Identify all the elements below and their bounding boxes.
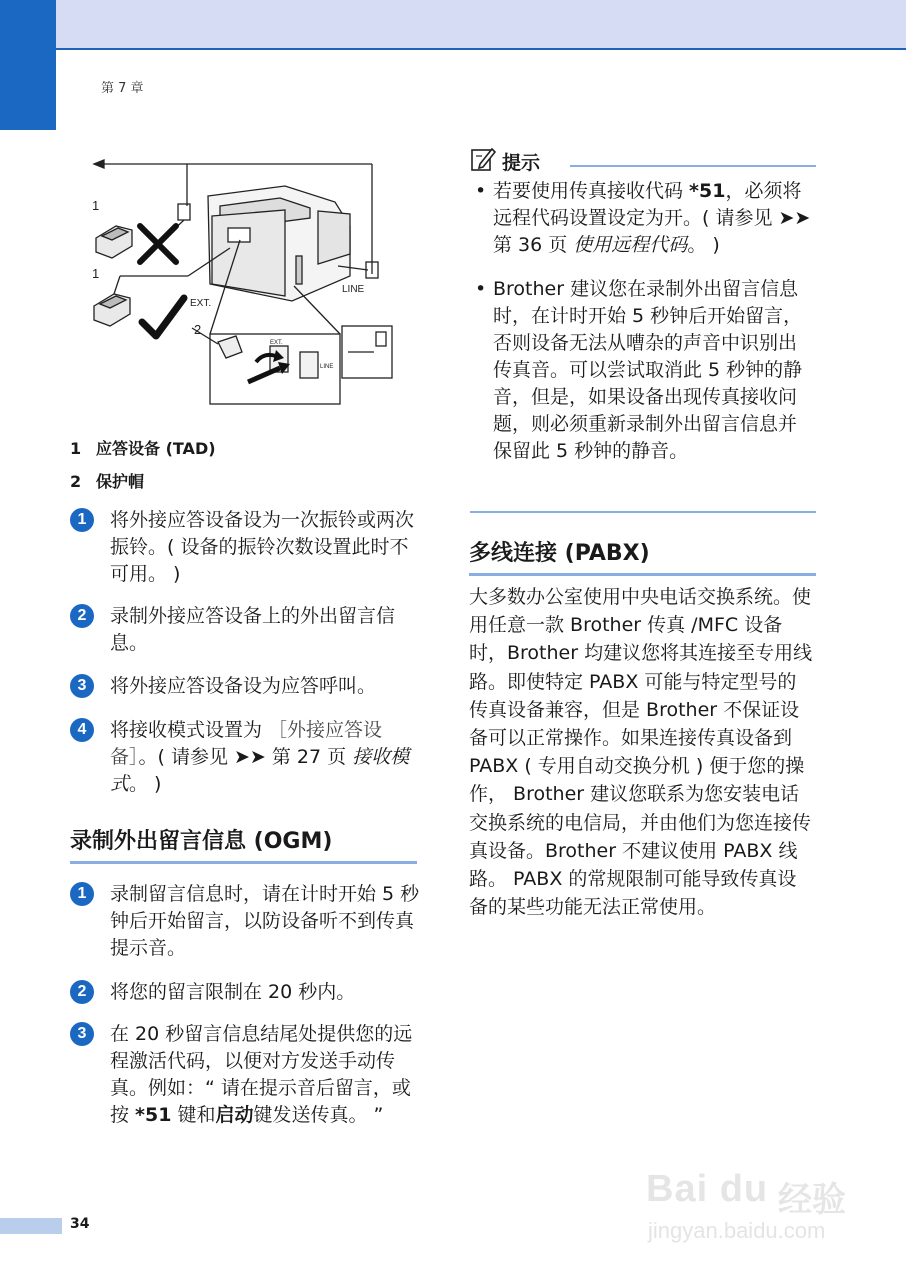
page-number: 34 — [70, 1216, 90, 1232]
step-number-badge: 4 — [70, 718, 94, 742]
tip-bottom-rule — [470, 511, 816, 513]
step-text: 将接收模式设置为 ［外接应答设备］。( 请参见 ➤➤ 第 27 页 接收模式。 ) — [110, 719, 410, 795]
connection-diagram — [80, 156, 410, 410]
label-1-bottom: 1 — [92, 266, 100, 281]
step-number-badge: 3 — [70, 674, 94, 698]
step-text: 将外接应答设备设为应答呼叫。 — [110, 675, 377, 697]
caption-num: 1 — [70, 439, 82, 458]
setting-value: ［外接应答设备］ — [110, 719, 383, 768]
caption-2 — [70, 469, 144, 492]
ogm-step-3 — [70, 1021, 420, 1129]
tip-bullet-1: • 若要使用传真接收代码 *51，必须将远程代码设置设定为开。( 请参见 ➤➤ 第 36 页 使用远程代码。 ) — [475, 178, 815, 259]
jack-line-label: LINE — [320, 364, 334, 370]
cross-reference-link[interactable]: 接收模式 — [110, 746, 410, 795]
caption-text: 应答设备 (TAD) — [96, 439, 216, 458]
tip-bullet-2: • Brother 建议您在录制外出留言信息时，在计时开始 5 秒钟后开始留言，否则设备无法从嘈杂的声音中识别出传真音。可以尝试取消此 5 秒钟的静音，但是，如果设备出现传真接收问题，则必须重新录制外出留言信息并保留此 5 秒钟的静音。 — [475, 276, 815, 465]
step-text: 在 20 秒留言信息结尾处提供您的远程激活代码，以便对方发送手动传真。例如：“ 请在提示音后留言，或按 *51 键和启动键发送传真。 ” — [110, 1023, 413, 1126]
step-text: 录制留言信息时，请在计时开始 5 秒钟后开始留言，以防设备听不到传真提示音。 — [110, 883, 420, 959]
tip-bullet-text: 若要使用传真接收代码 *51，必须将远程代码设置设定为开。( 请参见 ➤➤ 第 36 页 使用远程代码。 ) — [493, 180, 811, 256]
section-title-pabx: 多线连接 (PABX) — [469, 536, 816, 576]
ogm-step-2 — [70, 979, 420, 1006]
receive-code: *51 — [689, 180, 726, 202]
note-pencil-icon — [470, 146, 496, 172]
chapter-side-tab — [0, 0, 56, 130]
remote-code: *51 — [135, 1104, 172, 1126]
caption-text: 保护帽 — [96, 472, 145, 491]
step-number-badge: 2 — [70, 604, 94, 628]
section-title-ogm: 录制外出留言信息 (OGM) — [70, 824, 417, 864]
watermark-cn: 经验 — [778, 1180, 846, 1220]
step-number-badge: 1 — [70, 882, 94, 906]
tip-rule — [570, 165, 816, 167]
tip-label: 提示 — [502, 152, 541, 174]
step-number-badge: 2 — [70, 980, 94, 1004]
cross-reference-link[interactable]: 使用远程代码 — [573, 234, 688, 256]
step-number-badge: 1 — [70, 508, 94, 532]
step-3 — [70, 673, 420, 700]
step-number-badge: 3 — [70, 1022, 94, 1046]
ogm-step-1 — [70, 881, 420, 962]
step-1 — [70, 507, 420, 588]
tip-bullet-text: Brother 建议您在录制外出留言信息时，在计时开始 5 秒钟后开始留言，否则设备无法从嘈杂的声音中识别出传真音。可以尝试取消此 5 秒钟的静音，但是，如果设备出现传真接收问题，则必须重新录制外出留言信息并保留此 5 秒钟的静音。 — [493, 278, 803, 462]
step-4 — [70, 717, 420, 798]
baidu-watermark — [646, 1160, 866, 1250]
step-text: 将您的留言限制在 20 秒内。 — [110, 981, 356, 1003]
start-key: 启动 — [215, 1104, 254, 1126]
pabx-paragraph: 大多数办公室使用中央电话交换系统。使用任意一款 Brother 传真 /MFC 设备时，Brother 均建议您将其连接至专用线路。即使特定 PABX 可能与特定型号的传真设备兼容，但是 Brother 不保证设备可以正常操作。如果连接传真设备到 PABX ( 专用自动交换分机 ) 便于您的操作， Brother 建议您联系为您安装电话交换系统的电信局，并由他们为您连接传真设备。Brother 不建议使用 PABX 线路。 PABX 的常规限制可能导致传真设备的某些功能无法正常使用。 — [469, 586, 813, 919]
label-2: 2 — [194, 322, 202, 337]
jack-ext-label: EXT. — [270, 340, 283, 346]
ext-label: EXT. — [190, 298, 212, 309]
step-text: 录制外接应答设备上的外出留言信息。 — [110, 605, 396, 654]
line-label: LINE — [342, 284, 365, 295]
label-1-top: 1 — [92, 198, 100, 213]
watermark-url: jingyan.baidu.com — [648, 1218, 826, 1243]
caption-1 — [70, 436, 216, 459]
page-number-band — [0, 1218, 62, 1234]
caption-num: 2 — [70, 472, 82, 491]
step-2 — [70, 603, 420, 657]
watermark-logo: Bai du — [646, 1168, 769, 1210]
tip-header — [470, 146, 816, 176]
step-text: 将外接应答设备设为一次振铃或两次振铃。( 设备的振铃次数设置此时不可用。 ) — [110, 509, 415, 585]
header-band — [0, 0, 906, 50]
chapter-label: 第 7 章 — [101, 81, 144, 96]
